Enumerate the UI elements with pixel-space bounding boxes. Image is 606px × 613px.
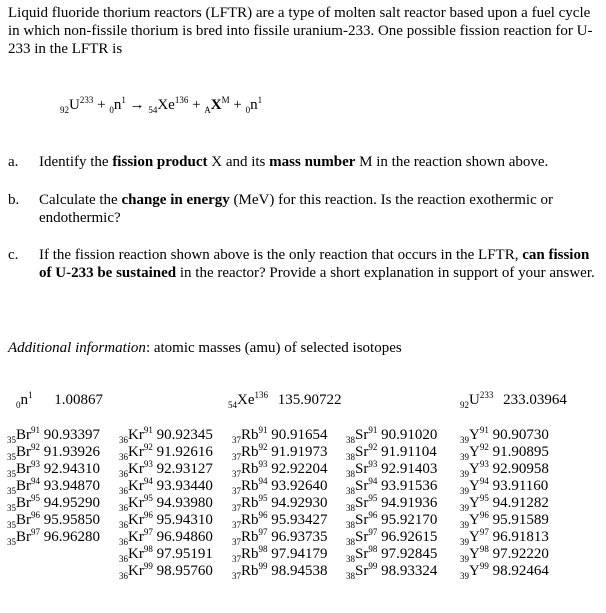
xe-symbol: Xe bbox=[157, 97, 175, 113]
atomic-mass: 94.95290 bbox=[43, 495, 100, 511]
mass-number: 96 bbox=[258, 510, 268, 520]
atomic-number: 35 bbox=[7, 452, 16, 462]
atomic-mass: 94.91282 bbox=[492, 495, 549, 511]
isotope-entry bbox=[232, 529, 328, 546]
atomic-number: 38 bbox=[346, 571, 355, 581]
mass-number: 97 bbox=[479, 527, 489, 537]
question-letter: a. bbox=[8, 154, 19, 170]
isotope-entry bbox=[460, 529, 549, 546]
isotope-column-br bbox=[7, 427, 100, 546]
element-symbol: Kr bbox=[128, 461, 144, 477]
element-symbol: Y bbox=[469, 444, 480, 460]
u-atomic-number: 92 bbox=[60, 105, 69, 115]
atomic-number: 37 bbox=[232, 520, 241, 530]
isotope-column-sr bbox=[346, 427, 437, 580]
mass-number: 98 bbox=[143, 544, 153, 554]
mass-number: 93 bbox=[143, 459, 153, 469]
element-symbol: Sr bbox=[355, 495, 369, 511]
isotope-entry bbox=[346, 461, 437, 478]
isotope-entry bbox=[460, 461, 549, 478]
mass-number: 99 bbox=[258, 561, 268, 571]
atomic-mass: 90.91654 bbox=[271, 427, 328, 443]
atomic-mass: 93.92640 bbox=[271, 478, 328, 494]
isotope-n bbox=[16, 392, 103, 409]
atomic-number: 37 bbox=[232, 537, 241, 547]
n2-symbol: n bbox=[250, 97, 258, 113]
atomic-number: 36 bbox=[119, 571, 128, 581]
atomic-number: 36 bbox=[119, 469, 128, 479]
text-span: Identify the bbox=[39, 154, 113, 170]
isotope-entry bbox=[232, 444, 328, 461]
element-symbol: Sr bbox=[355, 546, 369, 562]
atomic-mass: 98.92464 bbox=[492, 563, 549, 579]
element-symbol: Y bbox=[469, 546, 480, 562]
isotope-entry bbox=[119, 427, 213, 444]
isotope-entry bbox=[346, 495, 437, 512]
atomic-number: 38 bbox=[346, 520, 355, 530]
mass-number: 99 bbox=[143, 561, 153, 571]
text-span: in the reactor? Provide a short explanation in support of your answer. bbox=[176, 265, 595, 281]
plus-sign: + bbox=[233, 97, 242, 113]
atomic-mass: 90.93397 bbox=[43, 427, 100, 443]
isotope-entry bbox=[346, 512, 437, 529]
atomic-mass: 93.91536 bbox=[381, 478, 438, 494]
arrow-icon: → bbox=[129, 97, 145, 113]
atomic-mass: 1.00867 bbox=[54, 392, 103, 408]
atomic-number: 37 bbox=[232, 503, 241, 513]
mass-number: 99 bbox=[479, 561, 489, 571]
question-a bbox=[8, 153, 600, 171]
x-mass-number: M bbox=[221, 95, 230, 105]
element-symbol: Sr bbox=[355, 512, 369, 528]
atomic-number: 39 bbox=[460, 537, 469, 547]
atomic-mass: 93.91160 bbox=[492, 478, 549, 494]
n2-atomic-number: 0 bbox=[245, 105, 251, 115]
element-symbol: Y bbox=[469, 529, 480, 545]
x-symbol: X bbox=[210, 97, 222, 113]
isotope-entry bbox=[119, 563, 213, 580]
mass-number: 94 bbox=[368, 476, 378, 486]
atomic-mass: 94.92930 bbox=[271, 495, 328, 511]
atomic-number: 37 bbox=[232, 486, 241, 496]
atomic-number: 37 bbox=[232, 469, 241, 479]
text-span: If the fission reaction shown above is the only reaction that occurs in the LFTR, bbox=[39, 247, 523, 263]
element-symbol: Kr bbox=[128, 444, 144, 460]
isotope-entry bbox=[7, 427, 100, 444]
atomic-number: 38 bbox=[346, 486, 355, 496]
isotope-entry bbox=[7, 512, 100, 529]
element-symbol: Br bbox=[16, 512, 31, 528]
atomic-mass: 233.03964 bbox=[503, 392, 567, 408]
n-mass-number: 1 bbox=[121, 95, 126, 105]
text-span: (MeV) for this reaction. Is the reaction exothermic or endothermic? bbox=[39, 192, 554, 226]
isotope-entry bbox=[232, 495, 328, 512]
atomic-mass: 96.93735 bbox=[271, 529, 328, 545]
element-symbol: Br bbox=[16, 427, 31, 443]
isotope-column-y bbox=[460, 427, 549, 580]
mass-number: 91 bbox=[143, 425, 153, 435]
isotope-u bbox=[460, 392, 567, 409]
atomic-mass: 92.93127 bbox=[156, 461, 213, 477]
text-span: M in the reaction shown above. bbox=[355, 154, 549, 170]
question-text bbox=[39, 191, 600, 227]
atomic-mass: 97.92220 bbox=[492, 546, 549, 562]
atomic-mass: 97.95191 bbox=[156, 546, 213, 562]
mass-number: 96 bbox=[479, 510, 489, 520]
element-symbol: Sr bbox=[355, 478, 369, 494]
isotope-entry bbox=[460, 512, 549, 529]
element-symbol: Y bbox=[469, 461, 480, 477]
u-mass-number: 233 bbox=[79, 95, 94, 105]
element-symbol: Kr bbox=[128, 529, 144, 545]
isotope-entry bbox=[460, 478, 549, 495]
additional-information-heading bbox=[8, 340, 402, 357]
atomic-number: 36 bbox=[119, 435, 128, 445]
mass-number: 92 bbox=[258, 442, 268, 452]
n-atomic-number: 0 bbox=[109, 105, 114, 115]
isotope-column-kr bbox=[119, 427, 213, 580]
mass-number: 92 bbox=[31, 442, 40, 452]
element-symbol: Rb bbox=[241, 495, 259, 511]
mass-number: 93 bbox=[31, 459, 40, 469]
atomic-number: 37 bbox=[232, 452, 241, 462]
single-isotope-row bbox=[0, 392, 606, 412]
isotope-entry bbox=[346, 563, 437, 580]
isotope-entry bbox=[119, 478, 213, 495]
atomic-mass: 90.90730 bbox=[492, 427, 549, 443]
atomic-mass: 98.94538 bbox=[271, 563, 328, 579]
element-symbol: Sr bbox=[355, 563, 369, 579]
mass-number: 98 bbox=[258, 544, 268, 554]
atomic-number: 37 bbox=[232, 554, 241, 564]
atomic-mass: 91.91104 bbox=[381, 444, 437, 460]
isotope-entry bbox=[232, 461, 328, 478]
atomic-number: 39 bbox=[460, 452, 469, 462]
mass-number: 91 bbox=[479, 425, 489, 435]
atomic-number: 39 bbox=[460, 469, 469, 479]
element-symbol: Sr bbox=[355, 461, 369, 477]
bold-term: change in energy bbox=[121, 192, 230, 208]
element-symbol: Sr bbox=[355, 444, 369, 460]
bold-term: mass number bbox=[269, 154, 356, 170]
isotope-entry bbox=[119, 495, 213, 512]
mass-number: 96 bbox=[368, 510, 378, 520]
atomic-mass: 92.92204 bbox=[271, 461, 328, 477]
mass-number: 94 bbox=[143, 476, 153, 486]
element-symbol: Kr bbox=[128, 563, 144, 579]
mass-number: 95 bbox=[258, 493, 268, 503]
element-symbol: Y bbox=[469, 495, 480, 511]
element-symbol: Rb bbox=[241, 444, 259, 460]
n2-mass-number: 1 bbox=[257, 95, 263, 105]
atomic-number: 35 bbox=[7, 537, 16, 547]
isotope-entry bbox=[232, 563, 328, 580]
mass-number: 95 bbox=[479, 493, 489, 503]
atomic-mass: 96.92615 bbox=[381, 529, 438, 545]
xe-mass-number: 136 bbox=[174, 95, 189, 105]
text-span: Calculate the bbox=[39, 192, 122, 208]
atomic-number: 37 bbox=[232, 571, 241, 581]
atomic-number: 36 bbox=[119, 452, 128, 462]
atomic-mass: 98.93324 bbox=[381, 563, 438, 579]
atomic-mass: 97.94179 bbox=[271, 546, 328, 562]
atomic-mass: 95.92170 bbox=[381, 512, 438, 528]
atomic-mass: 91.91973 bbox=[271, 444, 328, 460]
text-span: X and its bbox=[207, 154, 270, 170]
atomic-mass: 96.96280 bbox=[43, 529, 100, 545]
isotope-entry bbox=[232, 478, 328, 495]
n-symbol: n bbox=[113, 97, 122, 113]
mass-number: 94 bbox=[31, 476, 40, 486]
question-text bbox=[39, 153, 600, 171]
atomic-number: 36 bbox=[119, 554, 128, 564]
element-symbol: U bbox=[469, 392, 480, 408]
element-symbol: Kr bbox=[128, 478, 144, 494]
atomic-mass: 91.92616 bbox=[156, 444, 213, 460]
isotope-entry bbox=[7, 495, 100, 512]
question-letter: c. bbox=[8, 247, 19, 263]
element-symbol: Kr bbox=[128, 495, 144, 511]
element-symbol: Y bbox=[469, 512, 480, 528]
plus-sign: + bbox=[97, 97, 106, 113]
isotope-entry bbox=[232, 546, 328, 563]
isotope-entry bbox=[7, 478, 100, 495]
element-symbol: Br bbox=[16, 444, 31, 460]
atomic-mass: 95.95850 bbox=[43, 512, 100, 528]
isotope-entry bbox=[346, 478, 437, 495]
atomic-number: 36 bbox=[119, 503, 128, 513]
mass-number: 136 bbox=[254, 390, 268, 400]
atomic-mass: 94.91936 bbox=[381, 495, 438, 511]
mass-number: 95 bbox=[31, 493, 40, 503]
mass-number: 233 bbox=[479, 390, 494, 400]
isotope-entry bbox=[460, 427, 549, 444]
atomic-mass: 92.94310 bbox=[43, 461, 100, 477]
bold-term: fission product bbox=[112, 154, 208, 170]
mass-number: 97 bbox=[258, 527, 268, 537]
atomic-mass: 93.93440 bbox=[156, 478, 213, 494]
element-symbol: Y bbox=[469, 478, 480, 494]
isotope-entry bbox=[460, 563, 549, 580]
element-symbol: Rb bbox=[241, 427, 259, 443]
isotope-entry bbox=[7, 529, 100, 546]
atomic-mass: 95.91589 bbox=[492, 512, 549, 528]
atomic-number: 35 bbox=[7, 435, 16, 445]
atomic-number: 39 bbox=[460, 503, 469, 513]
atomic-number: 38 bbox=[346, 554, 355, 564]
mass-number: 97 bbox=[31, 527, 40, 537]
atomic-mass: 96.94860 bbox=[156, 529, 213, 545]
atomic-mass: 90.91020 bbox=[381, 427, 438, 443]
atomic-number: 36 bbox=[119, 486, 128, 496]
mass-number: 94 bbox=[258, 476, 268, 486]
mass-number: 98 bbox=[479, 544, 489, 554]
element-symbol: Y bbox=[469, 427, 480, 443]
isotope-entry bbox=[7, 444, 100, 461]
mass-number: 97 bbox=[368, 527, 378, 537]
element-symbol: Xe bbox=[237, 392, 255, 408]
element-symbol: Br bbox=[16, 478, 31, 494]
atomic-mass: 92.91403 bbox=[381, 461, 438, 477]
question-b bbox=[8, 191, 600, 227]
mass-number: 92 bbox=[479, 442, 489, 452]
atomic-number: 38 bbox=[346, 537, 355, 547]
element-symbol: Rb bbox=[241, 478, 259, 494]
atomic-mass: 91.90895 bbox=[492, 444, 549, 460]
atomic-mass: 95.94310 bbox=[156, 512, 213, 528]
mass-number: 91 bbox=[258, 425, 268, 435]
element-symbol: Rb bbox=[241, 563, 259, 579]
atomic-number: 39 bbox=[460, 486, 469, 496]
atomic-mass: 93.94870 bbox=[43, 478, 100, 494]
xe-atomic-number: 54 bbox=[148, 105, 158, 115]
additional-label: Additional information bbox=[8, 340, 146, 356]
mass-number: 95 bbox=[143, 493, 153, 503]
question-text bbox=[39, 246, 600, 282]
atomic-number: 38 bbox=[346, 503, 355, 513]
mass-number: 98 bbox=[368, 544, 378, 554]
element-symbol: Br bbox=[16, 529, 31, 545]
atomic-number: 39 bbox=[460, 554, 469, 564]
mass-number: 97 bbox=[143, 527, 153, 537]
atomic-number: 35 bbox=[7, 469, 16, 479]
mass-number: 93 bbox=[368, 459, 378, 469]
atomic-number: 37 bbox=[232, 435, 241, 445]
mass-number: 93 bbox=[479, 459, 489, 469]
question-letter: b. bbox=[8, 192, 20, 208]
atomic-mass: 90.92345 bbox=[156, 427, 213, 443]
atomic-mass: 97.92845 bbox=[381, 546, 438, 562]
element-symbol: Rb bbox=[241, 546, 259, 562]
isotope-entry bbox=[346, 444, 437, 461]
isotope-xe bbox=[228, 392, 342, 409]
mass-number: 93 bbox=[258, 459, 268, 469]
isotope-entry bbox=[119, 461, 213, 478]
element-symbol: Rb bbox=[241, 512, 259, 528]
mass-number: 94 bbox=[479, 476, 489, 486]
atomic-number: 38 bbox=[346, 435, 355, 445]
isotope-entry bbox=[346, 427, 437, 444]
isotope-entry bbox=[119, 444, 213, 461]
atomic-number: 39 bbox=[460, 571, 469, 581]
u-symbol: U bbox=[69, 97, 80, 113]
element-symbol: Br bbox=[16, 461, 31, 477]
atomic-number: 38 bbox=[346, 469, 355, 479]
atomic-number: 35 bbox=[7, 520, 16, 530]
isotope-entry bbox=[232, 512, 328, 529]
isotope-entry bbox=[119, 512, 213, 529]
atomic-number: 36 bbox=[119, 520, 128, 530]
mass-number: 95 bbox=[368, 493, 378, 503]
isotope-column-rb bbox=[232, 427, 328, 580]
atomic-number: 38 bbox=[346, 452, 355, 462]
atomic-mass: 92.90958 bbox=[492, 461, 549, 477]
intro-paragraph: Liquid fluoride thorium reactors (LFTR) are a type of molten salt reactor based upon a fuel cycle in which non-fissile thorium is bred into fissile uranium-233. One possible fission reaction for U-233 in the LFTR is bbox=[8, 5, 593, 57]
atomic-mass: 91.93926 bbox=[43, 444, 100, 460]
atomic-number: 39 bbox=[460, 520, 469, 530]
element-symbol: Kr bbox=[128, 512, 144, 528]
plus-sign: + bbox=[192, 97, 201, 113]
element-symbol: Br bbox=[16, 495, 31, 511]
element-symbol: Y bbox=[469, 563, 480, 579]
element-symbol: n bbox=[20, 392, 28, 408]
isotope-entry bbox=[346, 546, 437, 563]
isotope-entry bbox=[460, 546, 549, 563]
question-c bbox=[8, 246, 600, 282]
x-atomic-number: A bbox=[204, 105, 211, 115]
mass-number: 92 bbox=[143, 442, 153, 452]
atomic-number: 0 bbox=[16, 400, 21, 410]
isotope-entry bbox=[232, 427, 328, 444]
element-symbol: Rb bbox=[241, 461, 259, 477]
bold-term: can fission of U-233 be sustained bbox=[39, 247, 590, 281]
fission-reaction-equation bbox=[60, 97, 262, 114]
isotope-entry bbox=[7, 461, 100, 478]
isotope-entry bbox=[460, 444, 549, 461]
mass-number: 91 bbox=[368, 425, 378, 435]
atomic-mass: 94.93980 bbox=[156, 495, 213, 511]
atomic-number: 35 bbox=[7, 503, 16, 513]
atomic-mass: 95.93427 bbox=[271, 512, 328, 528]
mass-number: 1 bbox=[28, 390, 33, 400]
element-symbol: Rb bbox=[241, 529, 259, 545]
atomic-mass: 98.95760 bbox=[156, 563, 213, 579]
mass-number: 96 bbox=[31, 510, 40, 520]
element-symbol: Kr bbox=[128, 546, 144, 562]
mass-number: 99 bbox=[368, 561, 378, 571]
atomic-mass: 135.90722 bbox=[277, 392, 342, 408]
atomic-number: 92 bbox=[460, 400, 469, 410]
additional-rest: : atomic masses (amu) of selected isotopes bbox=[145, 340, 402, 356]
mass-number: 91 bbox=[31, 425, 40, 435]
isotope-entry bbox=[119, 529, 213, 546]
element-symbol: Sr bbox=[355, 529, 369, 545]
atomic-number: 36 bbox=[119, 537, 128, 547]
isotope-entry bbox=[460, 495, 549, 512]
atomic-number: 35 bbox=[7, 486, 16, 496]
mass-number: 96 bbox=[143, 510, 153, 520]
element-symbol: Sr bbox=[355, 427, 369, 443]
isotope-entry bbox=[119, 546, 213, 563]
atomic-number: 39 bbox=[460, 435, 469, 445]
isotope-entry bbox=[346, 529, 437, 546]
atomic-number: 54 bbox=[228, 400, 237, 410]
atomic-mass: 96.91813 bbox=[492, 529, 549, 545]
mass-number: 92 bbox=[368, 442, 378, 452]
element-symbol: Kr bbox=[128, 427, 144, 443]
